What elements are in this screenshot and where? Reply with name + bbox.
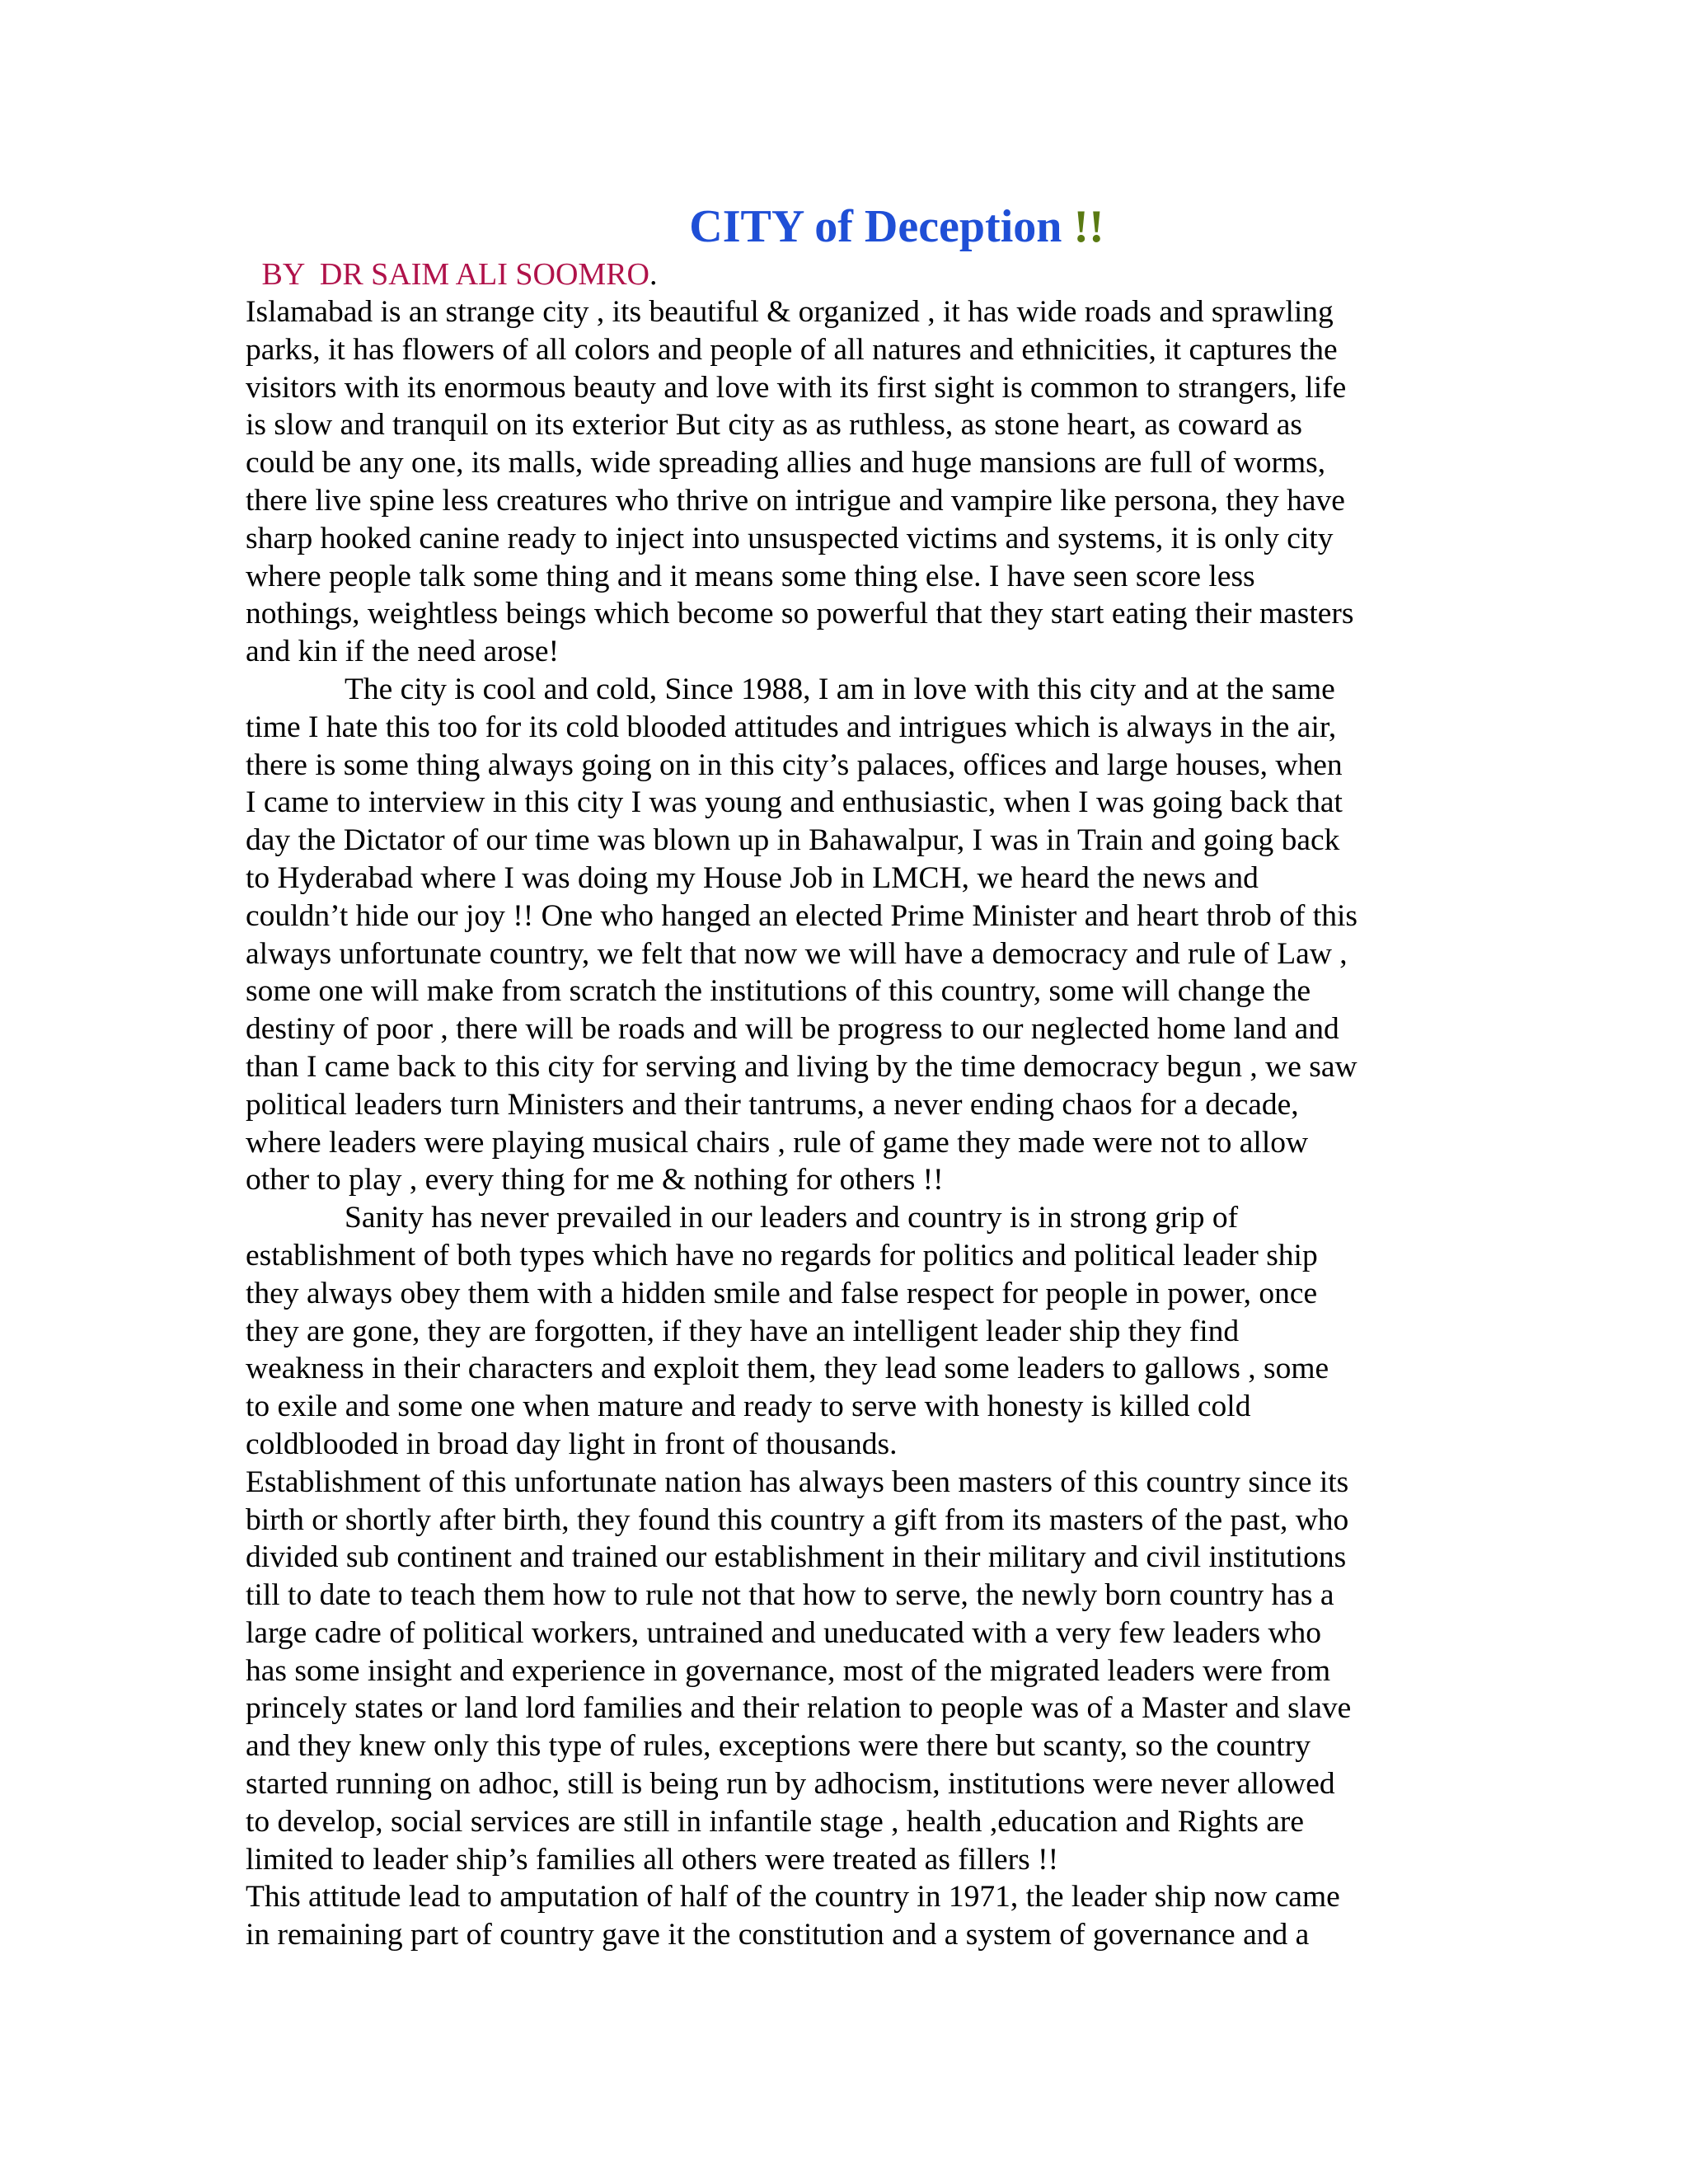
text-line: to develop, social services are still in infantile stage , health ,education and Rights are (246, 1804, 1304, 1839)
body-paragraph (246, 1199, 1432, 1464)
text-line: divided sub continent and trained our establishment in their military and civil institutions (246, 1540, 1347, 1575)
text-line: and they knew only this type of rules, exceptions were there but scanty, so the country (246, 1729, 1311, 1764)
text-line: some one will make from scratch the institutions of this country, some will change the (246, 974, 1311, 1009)
body-paragraph (246, 293, 1432, 671)
text-line: where people talk some thing and it means some thing else. I have seen score less (246, 559, 1255, 593)
body-paragraph (246, 1464, 1432, 1879)
text-line: parks, it has flowers of all colors and people of all natures and ethnicities, it captures the (246, 332, 1338, 367)
text-line: than I came back to this city for serving and living by the time democracy begun , we saw (246, 1049, 1357, 1084)
text-line: and kin if the need arose! (246, 635, 560, 669)
text-line: started running on adhoc, still is being run by adhocism, institutions were never allowed (246, 1767, 1335, 1802)
text-line: coldblooded in broad day light in front of thousands. (246, 1427, 898, 1461)
text-line: limited to leader ship’s families all others were treated as fillers !! (246, 1842, 1059, 1877)
text-line: Sanity has never prevailed in our leaders and country is in strong grip of (345, 1201, 1239, 1235)
byline-text: BY DR SAIM ALI SOOMRO (254, 257, 649, 292)
document-body (246, 293, 1432, 1954)
text-line: destiny of poor , there will be roads and will be progress to our neglected home land and (246, 1012, 1339, 1047)
text-line: is slow and tranquil on its exterior But city as as ruthless, as stone heart, as coward as (246, 408, 1303, 443)
text-line: political leaders turn Ministers and their tantrums, a never ending chaos for a decade, (246, 1087, 1299, 1122)
text-line: other to play , every thing for me & nothing for others !! (246, 1163, 944, 1197)
document-page (246, 198, 1432, 1954)
text-line: to Hyderabad where I was doing my House Job in LMCH, we heard the news and (246, 860, 1259, 895)
document-title (246, 198, 1432, 255)
title-exclamation: !! (1062, 201, 1104, 252)
text-line: large cadre of political workers, untrained and uneducated with a very few leaders who (246, 1615, 1322, 1650)
text-line: time I hate this too for its cold blooded attitudes and intrigues which is always in the air, (246, 710, 1337, 744)
text-line: I came to interview in this city I was young and enthusiastic, when I was going back that (246, 785, 1343, 820)
text-line: there live spine less creatures who thrive on intrigue and vampire like persona, they have (246, 483, 1345, 518)
text-line: nothings, weightless beings which become so powerful that they start eating their masters (246, 597, 1354, 631)
text-line: day the Dictator of our time was blown up in Bahawalpur, I was in Train and going back (246, 823, 1340, 858)
text-line: Establishment of this unfortunate nation has always been masters of this country since its (246, 1465, 1349, 1499)
author-byline (254, 255, 1432, 293)
text-line: princely states or land lord families and their relation to people was of a Master and slave (246, 1691, 1352, 1726)
body-paragraph (246, 1878, 1432, 1954)
text-line: This attitude lead to amputation of half of the country in 1971, the leader ship now came (246, 1880, 1340, 1915)
text-line: to exile and some one when mature and ready to serve with honesty is killed cold (246, 1390, 1251, 1424)
text-line: in remaining part of country gave it the constitution and a system of governance and a (246, 1918, 1310, 1952)
text-line: Islamabad is an strange city , its beautiful & organized , it has wide roads and sprawling (246, 295, 1334, 329)
title-text: CITY of Deception (689, 201, 1062, 252)
text-line: has some insight and experience in governance, most of the migrated leaders were from (246, 1653, 1331, 1688)
text-line: they are gone, they are forgotten, if they have an intelligent leader ship they find (246, 1314, 1240, 1348)
text-line: till to date to teach them how to rule not that how to serve, the newly born country has a (246, 1578, 1334, 1613)
body-paragraph (246, 671, 1432, 1199)
text-line: they always obey them with a hidden smile and false respect for people in power, once (246, 1276, 1318, 1310)
text-line: sharp hooked canine ready to inject into unsuspected victims and systems, it is only city (246, 521, 1334, 555)
text-line: could be any one, its malls, wide spreading allies and huge mansions are full of worms, (246, 446, 1326, 480)
text-line: couldn’t hide our joy !! One who hanged an elected Prime Minister and heart throb of this (246, 898, 1357, 933)
text-line: establishment of both types which have no regards for politics and political leader ship (246, 1238, 1318, 1272)
text-line: where leaders were playing musical chairs , rule of game they made were not to allow (246, 1125, 1309, 1160)
text-line: birth or shortly after birth, they found this country a gift from its masters of the past, who (246, 1502, 1349, 1537)
text-line: weakness in their characters and exploit them, they lead some leaders to gallows , some (246, 1352, 1329, 1386)
text-line: always unfortunate country, we felt that now we will have a democracy and rule of Law , (246, 936, 1348, 971)
byline-period: . (649, 257, 658, 292)
text-line: visitors with its enormous beauty and love with its first sight is common to strangers, life (246, 370, 1347, 405)
text-line: The city is cool and cold, Since 1988, I am in love with this city and at the same (345, 672, 1335, 706)
text-line: there is some thing always going on in this city’s palaces, offices and large houses, when (246, 748, 1343, 782)
